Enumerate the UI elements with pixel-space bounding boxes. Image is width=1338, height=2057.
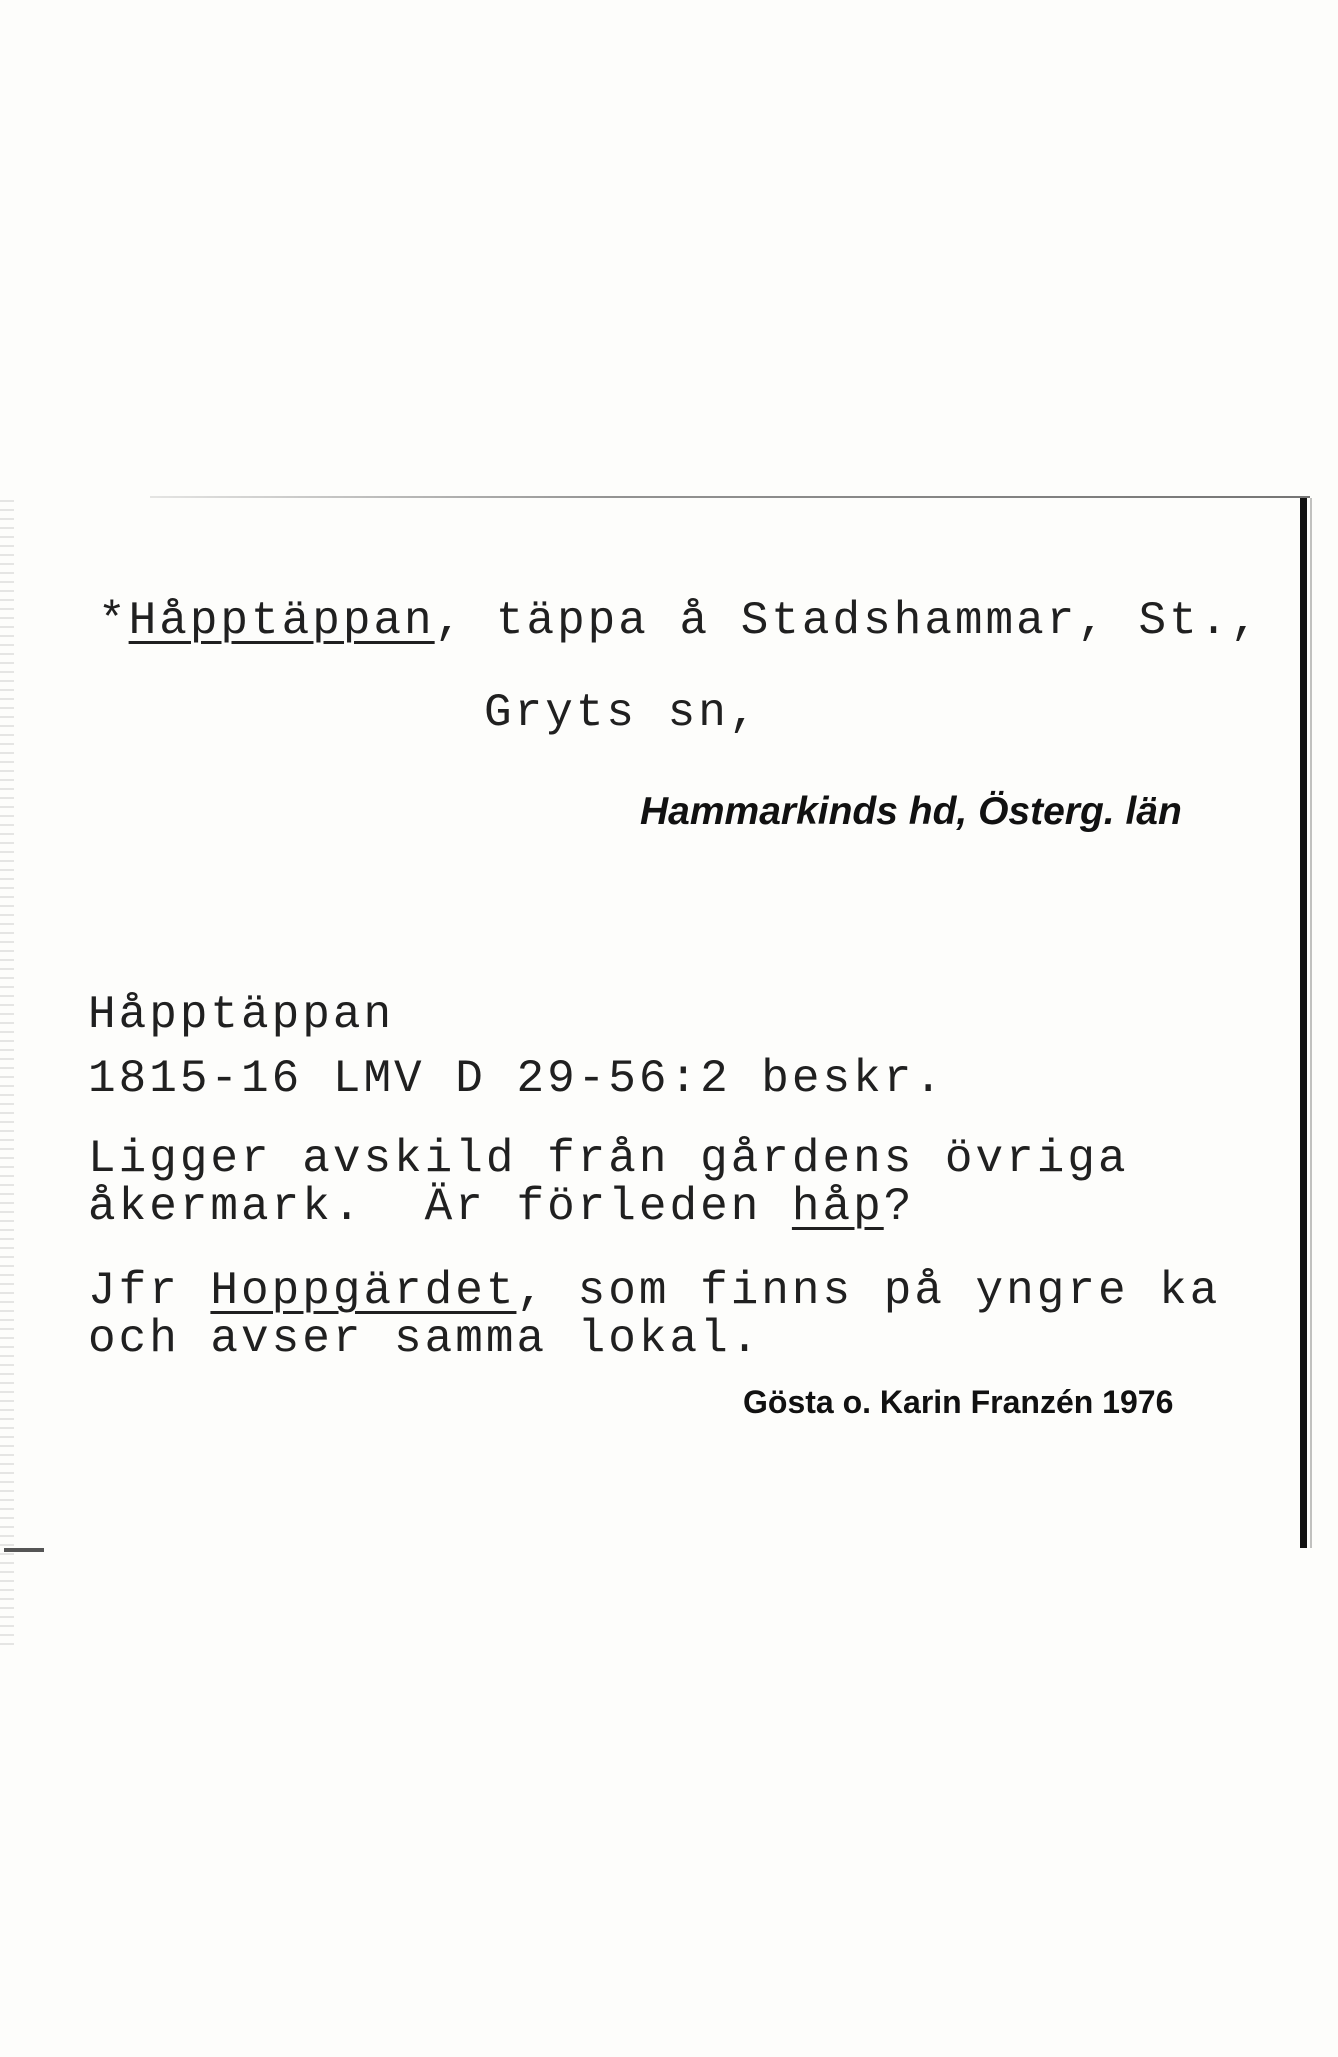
note-line-1: Ligger avskild från gårdens övriga [88, 1133, 1129, 1185]
place-name-heading: Håpptäppan [128, 595, 435, 647]
header-description: , täppa å Stadshammar, St., [434, 595, 1261, 647]
author-stamp: Gösta o. Karin Franzén 1976 [743, 1384, 1174, 1420]
cross-reference-line-1 [88, 1265, 1221, 1317]
region-stamp: Hammarkinds hd, Österg. län [640, 790, 1182, 833]
scan-margin-mark [4, 1548, 44, 1552]
cross-reference-text: , som finns på yngre ka [516, 1265, 1221, 1317]
cross-reference-line-2: och avser samma lokal. [88, 1313, 762, 1365]
note-line-2 [88, 1181, 915, 1233]
cross-reference-prefix: Jfr [88, 1265, 211, 1317]
note-underlined-word: håp [791, 1181, 884, 1233]
card-right-edge-shadow [1310, 498, 1312, 1548]
scan-margin-noise [0, 500, 14, 1650]
card-right-edge [1300, 498, 1307, 1548]
source-reference: 1815-16 LMV D 29-56:2 beskr. [88, 1053, 945, 1105]
cross-reference-name: Hoppgärdet [210, 1265, 517, 1317]
header-line-1 [98, 595, 1261, 647]
note-line-2-text: åkermark. Är förleden [88, 1181, 792, 1233]
header-asterisk: * [98, 595, 129, 647]
card-top-edge [150, 496, 1310, 498]
body-title: Håpptäppan [88, 989, 395, 1041]
header-line-2: Gryts sn, [484, 687, 760, 739]
note-line-2-end: ? [883, 1181, 915, 1233]
